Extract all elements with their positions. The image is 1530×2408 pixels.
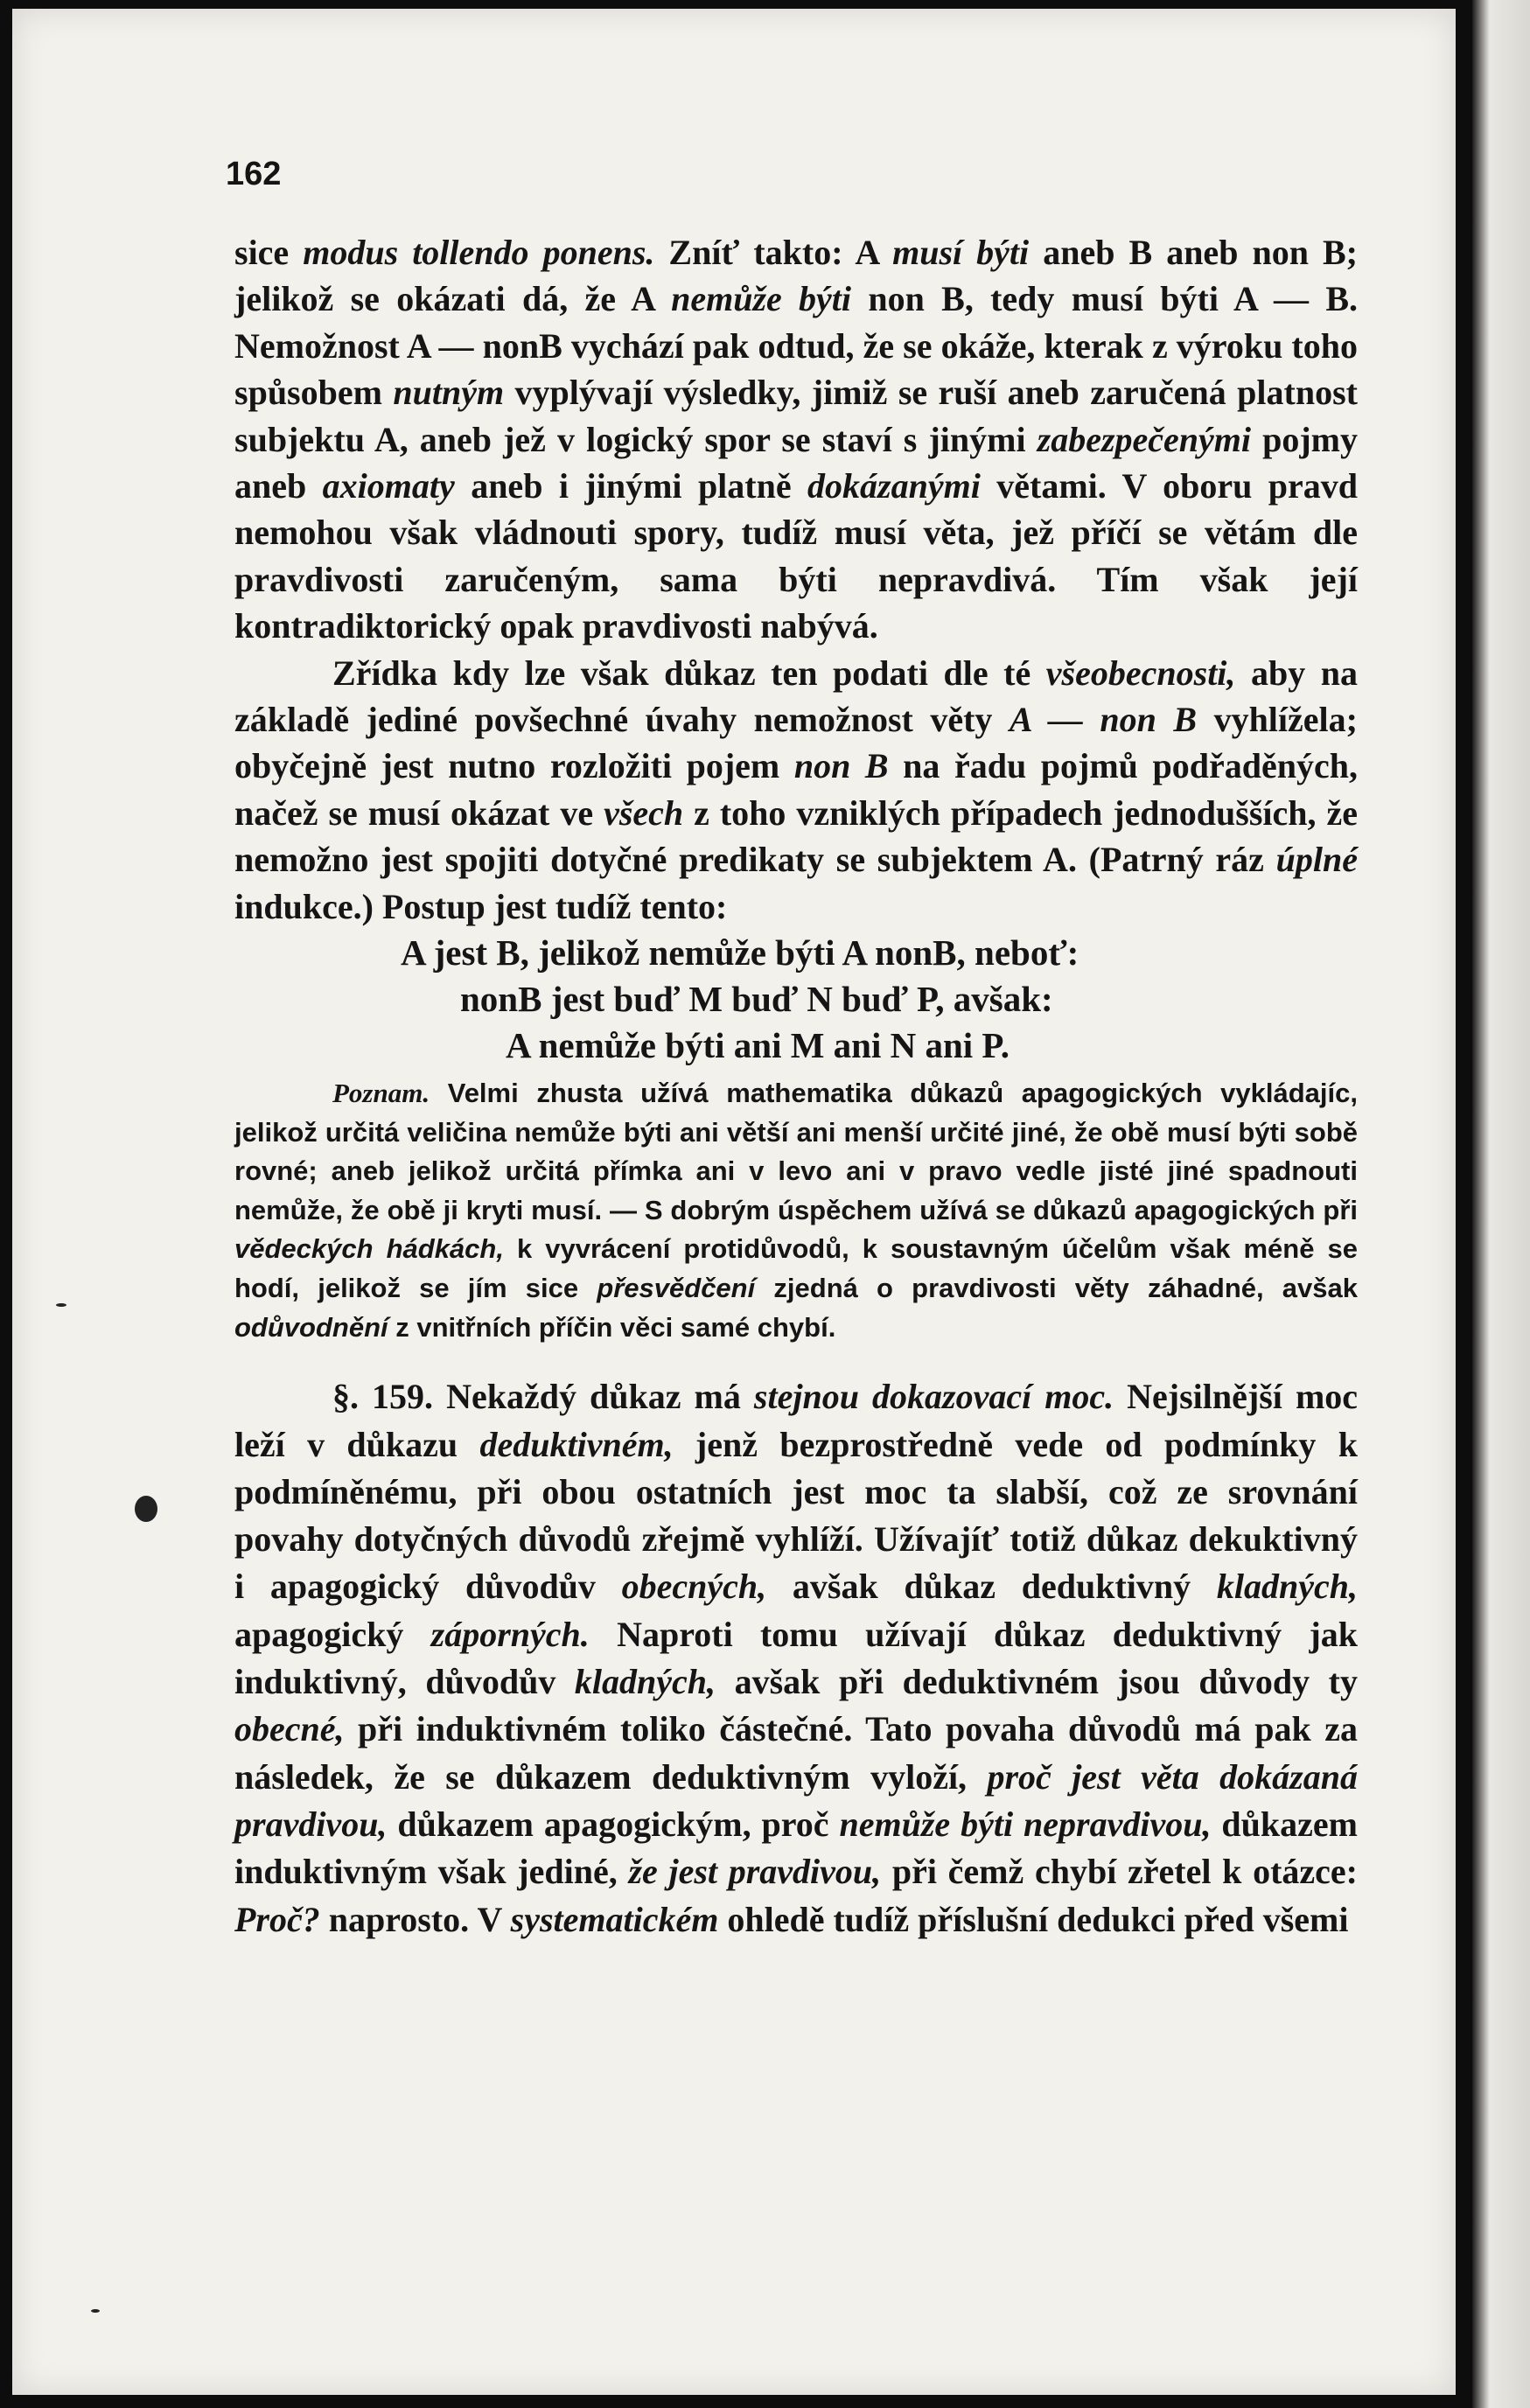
italic-run: kladných, [1216, 1567, 1358, 1607]
page-body [234, 229, 1358, 1979]
ink-blot [135, 1496, 157, 1522]
italic-run: záporných. [430, 1614, 590, 1654]
text-run: vyhlížela; obyčejně jest nutno rozložiti pojem [234, 700, 1358, 786]
italic-run: modus tollendo ponens. [303, 233, 655, 272]
text-run: jenž bezprostředně vede od podmínky k podmíněnému, při obou ostatních jest moc ta slabší, což ze srovnání povahy dotyčných důvodů zřejmě vyhlíží. Užívajíť totiž důkaz dekuktivný i apagogický důvodův [234, 1424, 1358, 1607]
italic-run: Proč? [234, 1899, 320, 1939]
italic-run: axiomaty [322, 466, 455, 506]
text-run: avšak důkaz deduktivný [766, 1567, 1217, 1607]
footnote-poznamka [234, 1074, 1358, 1347]
italic-run: všeobecnosti, [1045, 653, 1236, 693]
ink-speck-left [56, 1303, 66, 1307]
text-run: indukce.) Postup jest tudíž tento: [234, 886, 728, 926]
text-run: při induktivném toliko částečné. Tato povaha důvodů má pak za následek, že se důkazem deduktivným vyloží, [234, 1709, 1358, 1797]
italic-run: kladných, [574, 1662, 716, 1702]
text-run: z vnitřních příčin věci samé chybí. [388, 1311, 836, 1343]
italic-run: A — non B [1009, 700, 1198, 740]
italic-run: obecných, [621, 1567, 767, 1607]
italic-run: přesvědčení [597, 1273, 756, 1304]
text-run: Nejsilnější moc leží v důkazu [234, 1377, 1359, 1464]
text-run: z toho vzniklých případech jednodušších, že nemožno jest spojiti dotyčné predikaty se subjektem A. (Patrný ráz [234, 792, 1358, 880]
ink-speck [91, 2309, 100, 2313]
text-run: při čemž chybí zřetel k otázce: [881, 1852, 1359, 1892]
text-run: naprosto. V [319, 1899, 511, 1939]
paragraph-modus-tollendo [234, 229, 1358, 650]
formula-line-2: nonB jest buď M buď N buď P, avšak: [460, 979, 1053, 1020]
text-run: na řadu pojmů podřaděných, načež se musí okázat ve [234, 746, 1359, 833]
italic-run: úplné [1275, 840, 1358, 880]
italic-run: dokázanými [807, 466, 981, 506]
text-run: Naproti tomu užívají důkaz deduktivný jak induktivný, důvodův [234, 1614, 1359, 1702]
italic-run: odůvodnění [234, 1311, 388, 1343]
text-run: aby na základě jediné povšechné úvahy nemožnost věty [234, 653, 1359, 740]
italic-run: deduktivném, [479, 1424, 674, 1464]
italic-run: zabezpečenými [1037, 419, 1252, 459]
page-number: 162 [226, 156, 282, 192]
text-run: ohledě tudíž příslušní dedukci před všemi [718, 1899, 1349, 1939]
italic-run: systematickém [510, 1899, 719, 1939]
italic-run: obecné, [234, 1709, 345, 1749]
italic-run: stejnou dokazovací moc. [753, 1377, 1114, 1417]
text-run: avšak při deduktivném jsou důvody ty [716, 1662, 1358, 1702]
note-lead: Poznam. [332, 1078, 430, 1109]
formula-line-1: A jest B, jelikož nemůže býti A nonB, neboť: [401, 932, 1079, 974]
text-run: Nekaždý důkaz má [433, 1377, 754, 1417]
formula-line-3: A nemůže býti ani M ani N ani P. [506, 1025, 1010, 1066]
text-run: vyplývají výsledky, jimiž se ruší aneb zaručená platnost subjektu A, aneb jež v logický spor se staví s jinými [234, 373, 1358, 459]
text-run: pojmy aneb [234, 419, 1358, 506]
text-run: aneb i jinými platně [454, 466, 808, 506]
text-run: k vyvrácení protidůvodů, k soustavným účelům však méně se hodí, jelikož se jím sice [234, 1233, 1358, 1304]
italic-run: musí býti [892, 233, 1030, 272]
italic-run: vědeckých hádkách, [234, 1233, 504, 1265]
italic-run: nemůže býti [671, 279, 852, 319]
italic-run: non B [793, 746, 889, 786]
text-run: apagogický [234, 1614, 431, 1654]
text-run: aneb B aneb non B; jelikož se okázati dá, že A [234, 233, 1359, 319]
italic-run: všech [604, 792, 684, 833]
paragraph-zridka-kdy [234, 650, 1358, 930]
adjacent-page-edge [1472, 0, 1530, 2408]
text-run: důkazem apagogickým, proč [387, 1804, 840, 1844]
italic-run: nutným [393, 373, 505, 413]
text-run: Velmi zhusta užívá mathematika důkazů apagogických vykládajíc, jelikož určitá veličina nemůže býti ani větší ani menší určité jiné, že obě musí býti sobě rovné; aneb jelikož určitá přímka ani v levo ani v pravo vedle jisté jiné spadnouti nemůže, že obě ji kryti musí. — S dobrým úspěchem užívá se důkazů apagogických při [234, 1078, 1358, 1225]
text-run: Zřídka kdy lze však důkaz ten podati dle té [332, 653, 1046, 693]
text-run: zjedná o pravdivosti věty záhadné, avšak [755, 1273, 1358, 1304]
italic-run: že jest pravdivou, [628, 1852, 882, 1892]
syllogism-formula [234, 930, 1358, 1069]
text-run: větami. V oboru pravd nemohou však vládnouti spory, tudíž musí věta, jež příčí se větám dle pravdivosti zaručeným, sama býti nepravdivá. Tím však její kontradiktorický opak pravdivosti nabývá. [234, 466, 1358, 646]
text-run: důkazem induktivným však jediné, [234, 1804, 1358, 1892]
section-159 [234, 1373, 1358, 1944]
text-run: sice [234, 233, 304, 272]
section-number: §. 159. [332, 1377, 434, 1417]
italic-run: nemůže býti nepravdivou, [839, 1804, 1212, 1844]
text-run: Zníť takto: A [654, 233, 893, 272]
text-run: non B, tedy musí býti A — B. Nemožnost A — nonB vychází pak odtud, že se okáže, kterak z výroku toho spůsobem [234, 279, 1359, 413]
italic-run: proč jest věta dokázaná pravdivou, [234, 1756, 1358, 1844]
